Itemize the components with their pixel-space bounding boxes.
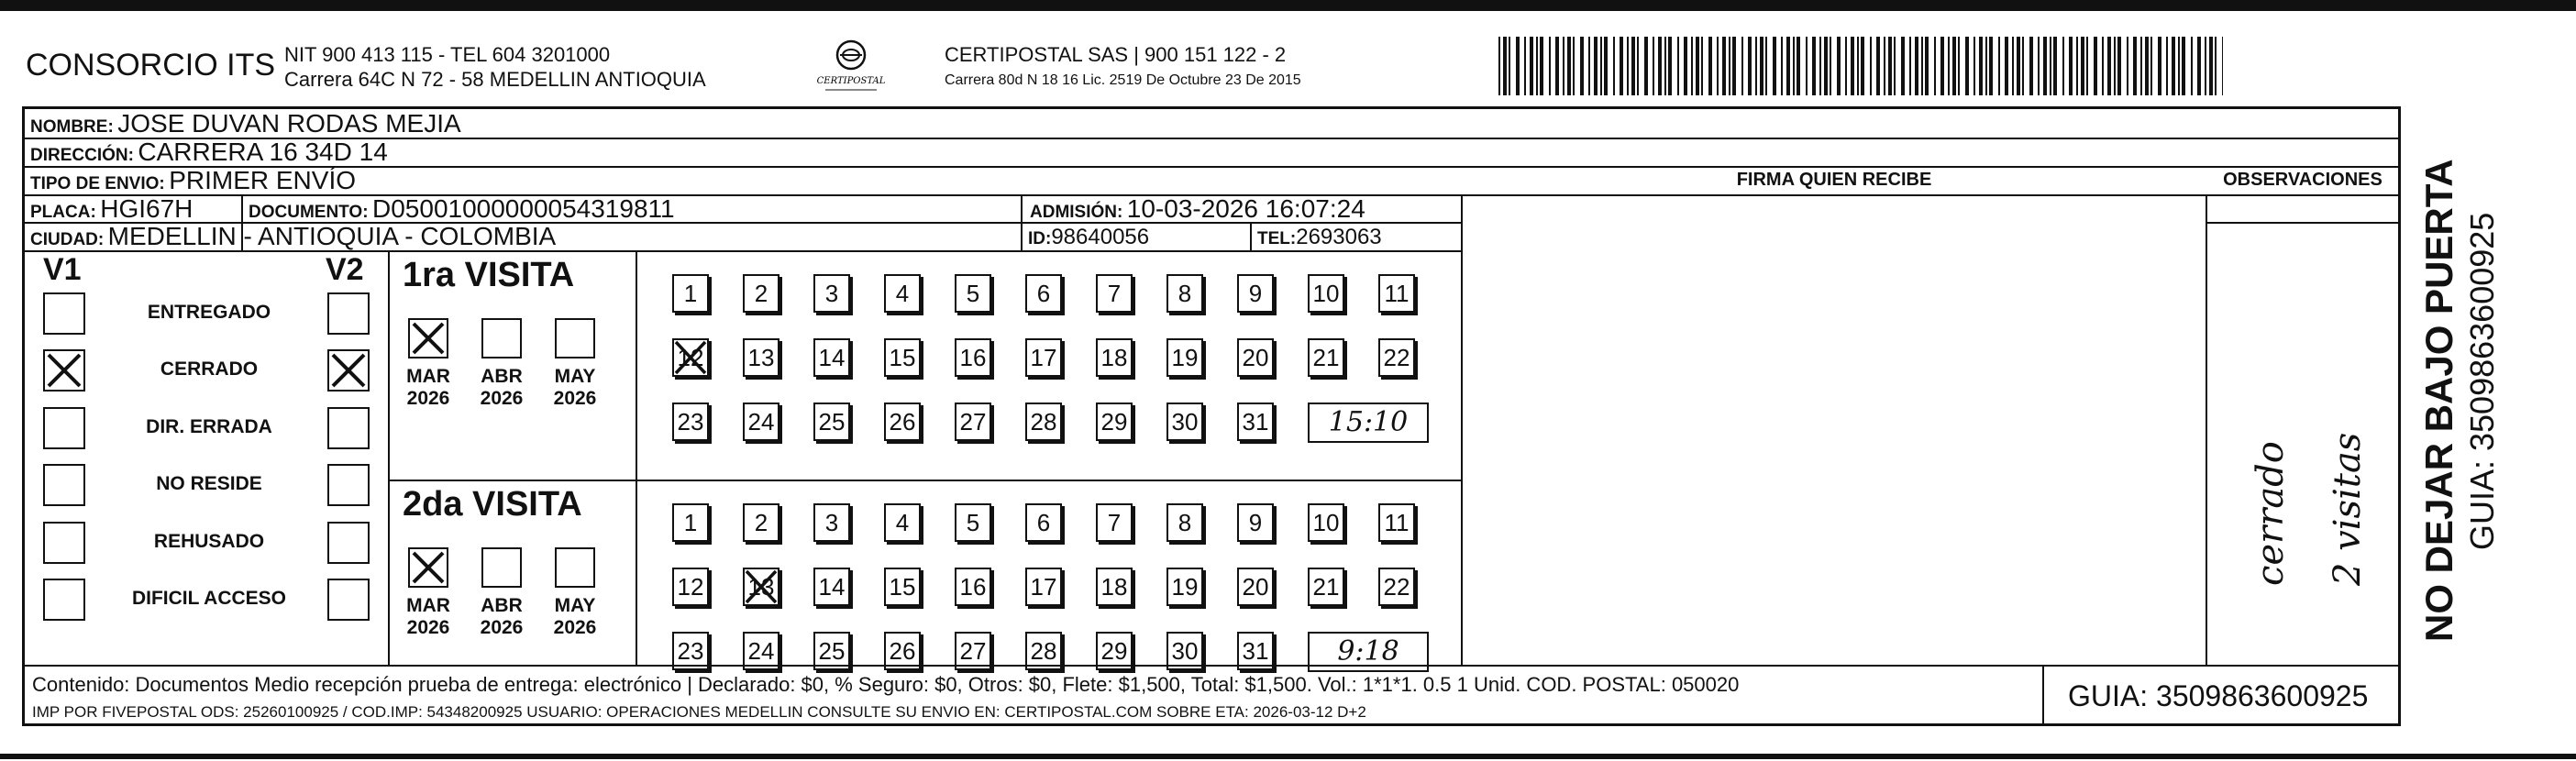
day-box[interactable]: 25 — [813, 632, 850, 670]
day-box[interactable]: 20 — [1237, 568, 1274, 606]
barcode-bar — [2158, 37, 2161, 95]
month-name: ABR — [481, 366, 523, 387]
day-box[interactable]: 10 — [1308, 274, 1344, 313]
barcode-bar — [1979, 37, 1983, 95]
day-box[interactable]: 18 — [1096, 338, 1133, 377]
barcode-bar — [1845, 37, 1847, 95]
barcode-bar — [1516, 37, 1520, 95]
barcode-bar — [2038, 37, 2040, 95]
status-label: REHUSADO — [153, 531, 265, 552]
barcode-bar — [2191, 37, 2193, 95]
document-value: D05001000000054319811 — [372, 194, 675, 223]
admission-label: ADMISIÓN: — [1030, 203, 1123, 222]
id-value: 98640056 — [1051, 225, 1150, 249]
day-box[interactable]: 24 — [743, 403, 779, 441]
barcode-bar — [1793, 37, 1795, 95]
barcode-bar — [2094, 37, 2097, 95]
document-cell — [249, 194, 675, 224]
courier-info — [945, 42, 1301, 94]
month-name: MAY — [554, 595, 596, 616]
day-box[interactable]: 8 — [1166, 274, 1203, 313]
barcode-bar — [1884, 37, 1885, 95]
day-box[interactable]: 13 — [743, 338, 779, 377]
barcode-bar — [2050, 37, 2051, 95]
status-v2-checkbox[interactable] — [327, 292, 370, 335]
day-box[interactable]: 5 — [955, 503, 991, 542]
day-box[interactable]: 8 — [1166, 503, 1203, 542]
barcode-bar — [1588, 37, 1590, 95]
day-box[interactable]: 6 — [1025, 274, 1062, 313]
courier-license: Carrera 80d N 18 16 Lic. 2519 De Octubre 23 De 2015 — [945, 72, 1301, 88]
barcode-bar — [2215, 37, 2217, 95]
barcode-bar — [1989, 37, 1993, 95]
month-label — [474, 595, 529, 639]
tel-value: 2693063 — [1296, 225, 1382, 249]
barcode-bar — [1573, 37, 1575, 95]
barcode-bar — [1837, 37, 1841, 95]
barcode-bar — [1684, 37, 1687, 95]
status-label: NO RESIDE — [156, 473, 262, 494]
barcode-bar — [1644, 37, 1648, 95]
month-year: 2026 — [406, 388, 450, 409]
print-line: IMP POR FIVEPOSTAL ODS: 25260100925 / COD.IMP: 54348200925 USUARIO: OPERACIONES MEDELLIN CONSULTE SU ENVIO EN: CERTIPOSTAL.COM SOBRE ETA: 2026-03-12 D+2 — [32, 703, 1366, 721]
observation-note-1: cerrado — [2250, 441, 2292, 586]
barcode-bar — [1530, 37, 1533, 95]
barcode-bar — [1620, 37, 1623, 95]
barcode-bar — [1985, 37, 1987, 95]
id-cell — [1028, 225, 1149, 250]
day-box[interactable]: 17 — [1025, 568, 1062, 606]
barcode-bar — [1540, 37, 1543, 95]
company-name: CONSORCIO ITS — [26, 48, 276, 83]
status-v1-checkbox[interactable] — [43, 407, 85, 449]
barcode-bar — [2102, 37, 2104, 95]
barcode-bar — [2069, 37, 2073, 95]
status-v1-checkbox[interactable] — [43, 292, 85, 335]
observation-note-2: 2 visitas — [2327, 432, 2369, 586]
barcode-bar — [2086, 37, 2088, 95]
recipient-address: CARRERA 16 34D 14 — [138, 138, 388, 166]
month-year: 2026 — [406, 617, 450, 638]
barcode-bar — [1748, 37, 1752, 95]
barcode-bar — [1940, 37, 1944, 95]
day-box[interactable]: 3 — [813, 503, 850, 542]
day-box[interactable]: 28 — [1025, 632, 1062, 670]
barcode-bar — [1824, 37, 1828, 95]
plate-label: PLACA: — [30, 203, 96, 222]
visit-time[interactable]: 15:10 — [1308, 403, 1429, 443]
recipient-name: JOSE DUVAN RODAS MEJIA — [117, 109, 461, 138]
barcode-bar — [1952, 37, 1956, 95]
guia-number: GUIA: 3509863600925 — [2068, 679, 2369, 712]
day-box[interactable]: 22 — [1378, 568, 1415, 606]
company-nit-tel: NIT 900 413 115 - TEL 604 3201000 — [284, 43, 611, 66]
day-box[interactable]: 18 — [1096, 568, 1133, 606]
barcode-bar — [1915, 37, 1918, 95]
day-box[interactable]: 4 — [884, 274, 921, 313]
day-box[interactable]: 14 — [813, 568, 850, 606]
barcode-bar — [1812, 37, 1816, 95]
shipment-type: PRIMER ENVÍO — [169, 166, 357, 194]
month-checkbox[interactable] — [408, 547, 448, 588]
barcode-bar — [2145, 37, 2149, 95]
month-label — [547, 595, 603, 639]
id-label: ID: — [1028, 229, 1052, 248]
barcode-bar — [2172, 37, 2175, 95]
barcode-bar — [1797, 37, 1800, 95]
month-checkbox[interactable] — [555, 547, 595, 588]
barcode-bar — [1668, 37, 1672, 95]
day-box[interactable]: 29 — [1096, 632, 1133, 670]
name-label: NOMBRE: — [30, 117, 114, 137]
barcode-bar — [1503, 37, 1507, 95]
address-row — [30, 138, 388, 167]
barcode-bar — [2107, 37, 2111, 95]
day-box[interactable]: 25 — [813, 403, 850, 441]
city-value: MEDELLIN - ANTIOQUIA - COLOMBIA — [107, 222, 557, 250]
day-box[interactable]: 4 — [884, 503, 921, 542]
status-v1-checkbox[interactable] — [43, 349, 85, 392]
barcode-bar — [1637, 37, 1639, 95]
day-box[interactable]: 30 — [1166, 403, 1203, 441]
day-box[interactable]: 14 — [813, 338, 850, 377]
day-box[interactable]: 28 — [1025, 403, 1062, 441]
barcode-bar — [1732, 37, 1736, 95]
day-box[interactable]: 31 — [1237, 403, 1274, 441]
barcode-bar — [1664, 37, 1666, 95]
barcode-bar — [1600, 37, 1602, 95]
month-checkbox[interactable] — [481, 547, 522, 588]
barcode-bar — [1594, 37, 1598, 95]
barcode-bar — [1658, 37, 1662, 95]
barcode-bar — [1691, 37, 1693, 95]
v2-header: V2 — [326, 252, 364, 287]
barcode-bar — [1708, 37, 1712, 95]
month-label — [474, 366, 529, 410]
day-box[interactable]: 19 — [1166, 568, 1203, 606]
day-box[interactable]: 27 — [955, 632, 991, 670]
check-mark-icon — [408, 318, 448, 358]
day-box[interactable]: 23 — [672, 632, 709, 670]
day-box[interactable]: 3 — [813, 274, 850, 313]
barcode-bar — [2076, 37, 2078, 95]
visit-title: 2da VISITA — [403, 485, 582, 524]
month-year: 2026 — [480, 617, 524, 638]
month-year: 2026 — [553, 388, 597, 409]
name-row — [30, 109, 461, 138]
status-label: CERRADO — [160, 358, 259, 380]
barcode-bar — [2012, 37, 2014, 95]
barcode-bar — [1965, 37, 1969, 95]
barcode-bar — [1830, 37, 1831, 95]
status-v2-checkbox[interactable] — [327, 407, 370, 449]
day-box[interactable]: 6 — [1025, 503, 1062, 542]
day-box[interactable]: 23 — [672, 403, 709, 441]
barcode-bar — [2005, 37, 2008, 95]
barcode-bar — [1631, 37, 1635, 95]
certipostal-logo — [805, 35, 897, 99]
day-box[interactable]: 7 — [1096, 274, 1133, 313]
side-guia-number: GUIA: 3509863600925 — [2463, 212, 2501, 550]
barcode-bar — [2209, 37, 2213, 95]
day-box[interactable]: 15 — [884, 338, 921, 377]
barcode-bar — [1870, 37, 1872, 95]
barcode-bar — [1925, 37, 1929, 95]
barcode-bar — [1549, 37, 1551, 95]
month-name: MAR — [406, 366, 450, 387]
barcode-bar — [1604, 37, 1608, 95]
plate-cell — [30, 194, 193, 224]
barcode-bar — [2022, 37, 2024, 95]
admission-cell — [1030, 194, 1365, 224]
status-v2-checkbox[interactable] — [327, 349, 370, 392]
type-row — [30, 166, 356, 195]
visit-time[interactable]: 9:18 — [1308, 632, 1429, 672]
bottom-border — [0, 754, 2576, 759]
barcode-bar — [1696, 37, 1699, 95]
barcode-bar — [2140, 37, 2142, 95]
barcode-bar — [1653, 37, 1654, 95]
status-v2-checkbox[interactable] — [327, 522, 370, 564]
barcode-bar — [1861, 37, 1864, 95]
day-box[interactable]: 12 — [672, 338, 709, 377]
v1-header: V1 — [43, 252, 82, 287]
barcode-bar — [2017, 37, 2020, 95]
month-name: MAR — [406, 595, 450, 616]
barcode-bar — [2133, 37, 2137, 95]
admission-value: 10-03-2026 16:07:24 — [1126, 194, 1365, 223]
barcode-bar — [1563, 37, 1564, 95]
tel-label: TEL: — [1257, 229, 1297, 248]
barcode-bar — [1729, 37, 1730, 95]
barcode-bar — [1741, 37, 1743, 95]
month-label — [401, 595, 456, 639]
barcode-bar — [1819, 37, 1821, 95]
barcode-bar — [1773, 37, 1776, 95]
barcode-bar — [1555, 37, 1559, 95]
status-v2-checkbox[interactable] — [327, 464, 370, 506]
barcode — [1498, 37, 2223, 95]
day-box[interactable]: 10 — [1308, 503, 1344, 542]
city-label: CIUDAD: — [30, 230, 105, 249]
barcode-bar — [1760, 37, 1763, 95]
barcode-bar — [1888, 37, 1892, 95]
plate-value: HGI67H — [100, 194, 193, 223]
day-box[interactable]: 20 — [1237, 338, 1274, 377]
barcode-bar — [1921, 37, 1923, 95]
month-checkbox[interactable] — [555, 318, 595, 358]
top-border — [0, 0, 2576, 11]
barcode-bar — [1536, 37, 1538, 95]
day-box[interactable]: 27 — [955, 403, 991, 441]
day-box[interactable]: 1 — [672, 274, 709, 313]
day-box[interactable]: 2 — [743, 274, 779, 313]
address-label: DIRECCIÓN: — [30, 146, 134, 165]
status-v1-checkbox[interactable] — [43, 579, 85, 621]
day-box[interactable]: 13 — [743, 568, 779, 606]
company-address: Carrera 64C N 72 - 58 MEDELLIN ANTIOQUIA — [284, 68, 706, 91]
barcode-bar — [1786, 37, 1790, 95]
day-box[interactable]: 2 — [743, 503, 779, 542]
document-label: DOCUMENTO: — [249, 203, 369, 222]
day-box[interactable]: 29 — [1096, 403, 1133, 441]
barcode-bar — [2182, 37, 2185, 95]
check-mark-icon — [43, 349, 85, 392]
barcode-bar — [1909, 37, 1911, 95]
barcode-bar — [2114, 37, 2116, 95]
barcode-bar — [2053, 37, 2057, 95]
day-box[interactable]: 17 — [1025, 338, 1062, 377]
barcode-bar — [2029, 37, 2033, 95]
barcode-bar — [1806, 37, 1808, 95]
barcode-bar — [2197, 37, 2201, 95]
city-cell — [30, 222, 556, 251]
barcode-bar — [2062, 37, 2064, 95]
logo-text: CERTIPOSTAL — [816, 76, 886, 86]
day-box[interactable]: 26 — [884, 403, 921, 441]
type-label: TIPO DE ENVIO: — [30, 174, 165, 193]
barcode-bar — [1973, 37, 1975, 95]
day-box[interactable]: 30 — [1166, 632, 1203, 670]
day-box[interactable]: 15 — [884, 568, 921, 606]
barcode-bar — [2178, 37, 2180, 95]
day-box[interactable]: 16 — [955, 338, 991, 377]
barcode-bar — [1958, 37, 1960, 95]
month-name: ABR — [481, 595, 523, 616]
day-box[interactable]: 1 — [672, 503, 709, 542]
day-box[interactable]: 22 — [1378, 338, 1415, 377]
courier-name: CERTIPOSTAL SAS | 900 151 122 - 2 — [945, 43, 1287, 66]
status-v2-checkbox[interactable] — [327, 579, 370, 621]
barcode-bar — [1627, 37, 1629, 95]
day-box[interactable]: 19 — [1166, 338, 1203, 377]
company-info — [284, 42, 706, 92]
status-label: ENTREGADO — [147, 302, 271, 323]
day-box[interactable]: 5 — [955, 274, 991, 313]
barcode-bar — [1613, 37, 1615, 95]
day-box[interactable]: 21 — [1308, 338, 1344, 377]
barcode-bar — [1701, 37, 1703, 95]
day-box[interactable]: 16 — [955, 568, 991, 606]
barcode-bar — [2117, 37, 2121, 95]
barcode-bar — [1580, 37, 1584, 95]
barcode-bar — [2166, 37, 2168, 95]
day-box[interactable]: 9 — [1237, 274, 1274, 313]
status-v1-checkbox[interactable] — [43, 522, 85, 564]
barcode-bar — [1755, 37, 1757, 95]
barcode-bar — [1722, 37, 1726, 95]
barcode-bar — [1894, 37, 1896, 95]
day-box[interactable]: 7 — [1096, 503, 1133, 542]
day-box[interactable]: 21 — [1308, 568, 1344, 606]
month-name: MAY — [554, 366, 596, 387]
month-label — [401, 366, 456, 410]
barcode-bar — [1781, 37, 1783, 95]
barcode-bar — [2150, 37, 2152, 95]
barcode-bar — [1901, 37, 1905, 95]
barcode-bar — [1948, 37, 1950, 95]
month-checkbox[interactable] — [481, 318, 522, 358]
barcode-bar — [1857, 37, 1859, 95]
barcode-bar — [2043, 37, 2047, 95]
status-label: DIR. ERRADA — [146, 416, 272, 437]
barcode-bar — [1717, 37, 1719, 95]
check-mark-icon — [327, 349, 370, 392]
observations-column-header: OBSERVACIONES — [2223, 170, 2383, 190]
month-year: 2026 — [553, 617, 597, 638]
barcode-bar — [1851, 37, 1854, 95]
visit-title: 1ra VISITA — [403, 256, 575, 294]
day-box[interactable]: 31 — [1237, 632, 1274, 670]
barcode-bar — [1567, 37, 1571, 95]
barcode-bar — [1524, 37, 1526, 95]
barcode-bar — [2222, 37, 2223, 95]
month-year: 2026 — [480, 388, 524, 409]
barcode-bar — [1509, 37, 1510, 95]
content-line: Contenido: Documentos Medio recepción prueba de entrega: electrónico | Declarado: $0, % Seguro: $0, Otros: $0, Flete: $1,500, Total: $1,500. Vol.: 1*1*1. 0.5 1 Unid. COD. POSTAL: 050020 — [32, 673, 1740, 696]
barcode-bar — [2205, 37, 2206, 95]
barcode-bar — [1765, 37, 1767, 95]
barcode-bar — [2081, 37, 2084, 95]
month-label — [547, 366, 603, 410]
status-v1-checkbox[interactable] — [43, 464, 85, 506]
day-box[interactable]: 24 — [743, 632, 779, 670]
day-box[interactable]: 11 — [1378, 274, 1415, 313]
barcode-bar — [1876, 37, 1880, 95]
no-under-door-notice: NO DEJAR BAJO PUERTA — [2417, 159, 2460, 642]
day-box[interactable]: 12 — [672, 568, 709, 606]
status-label: DIFICIL ACCESO — [131, 588, 286, 609]
barcode-bar — [1498, 37, 1500, 95]
day-box[interactable]: 9 — [1237, 503, 1274, 542]
barcode-bar — [1998, 37, 2000, 95]
day-box[interactable]: 26 — [884, 632, 921, 670]
delivery-form — [22, 106, 2401, 726]
tel-cell — [1257, 225, 1382, 250]
day-box[interactable]: 11 — [1378, 503, 1415, 542]
month-checkbox[interactable] — [408, 318, 448, 358]
barcode-bar — [2127, 37, 2128, 95]
barcode-bar — [1677, 37, 1679, 95]
signature-column-header: FIRMA QUIEN RECIBE — [1736, 170, 1932, 190]
barcode-bar — [1934, 37, 1936, 95]
check-mark-icon — [408, 547, 448, 588]
